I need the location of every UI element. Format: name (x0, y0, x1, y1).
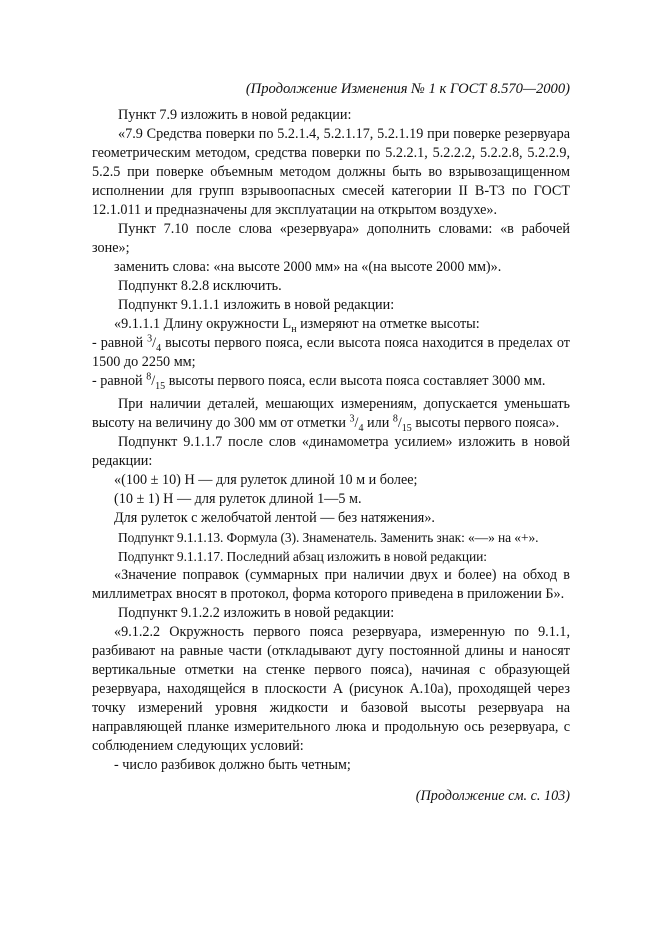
paragraph: «7.9 Средства поверки по 5.2.1.4, 5.2.1.17, 5.2.1.19 при поверке резервуара геометрическим методом, средства поверки по 5.2.2.1, 5.2.2.2, 5.2.2.8, 5.2.2.9, 5.2.5 при поверке объемным методом должны быть во взрывозащищенном исполнении для групп взрывоопасных смесей категории II В-Т3 по ГОСТ 12.1.011 и предназначены для эксплуатации на открытом воздухе». (92, 126, 570, 218)
paragraph: Для рулеток с желобчатой лентой — без натяжения». (114, 510, 435, 526)
paragraph: Подпункт 9.1.2.2 изложить в новой редакции: (118, 605, 395, 621)
paragraph: (10 ± 1) Н — для рулеток длиной 1—5 м. (114, 491, 362, 507)
text-segment: высоты первого пояса, если высота пояса составляет 3000 мм. (165, 373, 546, 389)
fraction-denominator: 15 (155, 380, 166, 392)
paragraph: «Значение поправок (суммарных при наличии двух и более) на обход в миллиметрах вносят в протокол, форма которого приведена в приложении Б». (92, 567, 570, 602)
fraction-numerator: 3 (349, 413, 355, 425)
paragraph: - число разбивок должно быть четным; (114, 757, 351, 773)
paragraph: Подпункт 9.1.1.13. Формула (3). Знаменатель. Заменить знак: «—» на «+». (118, 530, 539, 545)
paragraph: заменить слова: «на высоте 2000 мм» на «(на высоте 2000 мм)». (114, 259, 502, 275)
fraction-numerator: 8 (146, 371, 152, 383)
text-segment: - равной (92, 373, 147, 389)
text-segment: измеряют на отметке высоты: (296, 316, 480, 332)
paragraph: «9.1.2.2 Окружность первого пояса резервуара, измеренную по 9.1.1, разбивают на равные части (откладывают дугу постоянной длины и наносят вертикальные отметки на стенке первого пояса), начиная с образующей резервуара, находящейся в плоскости А (рисунок А.10а), проходящей через точку измерений уровня жидкости и базовой высоты резервуара на направляющей планке измерительного люка и продольную ось резервуара, с соблюдением следующих условий: (92, 624, 570, 754)
paragraph: Подпункт 9.1.1.17. Последний абзац изложить в новой редакции: (118, 549, 487, 564)
paragraph: «(100 ± 10) Н — для рулеток длиной 10 м и более; (114, 472, 418, 488)
text-segment: или (363, 415, 393, 431)
fraction-denominator: 4 (156, 342, 162, 354)
text-segment: - равной (92, 335, 148, 351)
text-segment: высоты первого пояса, если высота пояса находится в пределах от 1500 до 2250 мм; (92, 335, 571, 370)
paragraph: Пункт 7.10 после слова «резервуара» дополнить словами: «в рабочей зоне»; (92, 221, 570, 256)
page-header: (Продолжение Изменения № 1 к ГОСТ 8.570—2000) (245, 81, 570, 97)
paragraph: Подпункт 9.1.1.1 изложить в новой редакции: (118, 297, 395, 313)
fraction-numerator: 8 (392, 413, 398, 425)
fraction-numerator: 3 (147, 333, 153, 345)
text-segment: высоты первого пояса». (411, 415, 560, 431)
text-segment: «9.1.1.1 Длину окружности L (114, 316, 292, 332)
paragraph: Подпункт 9.1.1.7 после слов «динамометра усилием» изложить в новой редакции: (92, 434, 570, 469)
text-segment: При наличии деталей, мешающих измерениям, допускается уменьшать высоту на величину до 300 мм от отметки (92, 396, 570, 431)
fraction-denominator: 15 (401, 422, 412, 434)
fraction-denominator: 4 (358, 422, 364, 434)
page-footer: (Продолжение см. с. 103) (415, 788, 570, 804)
paragraph: - равной $^8/_{15}$ высоты первого пояса, если высота пояса составляет 3000 мм. (92, 371, 546, 392)
subscript: н (291, 323, 297, 335)
paragraph: Подпункт 8.2.8 исключить. (118, 278, 282, 294)
paragraph (92, 315, 570, 334)
paragraph: При наличии деталей, мешающих измерениям, допускается уменьшать высоту на величину до 300 мм от отметки $^3/_4$ или $^8/_{15}$ высоты первого пояса». (92, 396, 570, 434)
paragraph: Пункт 7.9 изложить в новой редакции: (118, 107, 352, 123)
paragraph: - равной $^3/_4$ высоты первого пояса, если высота пояса находится в пределах от 1500 до 2250 мм; (92, 333, 571, 370)
document-body (92, 106, 570, 775)
